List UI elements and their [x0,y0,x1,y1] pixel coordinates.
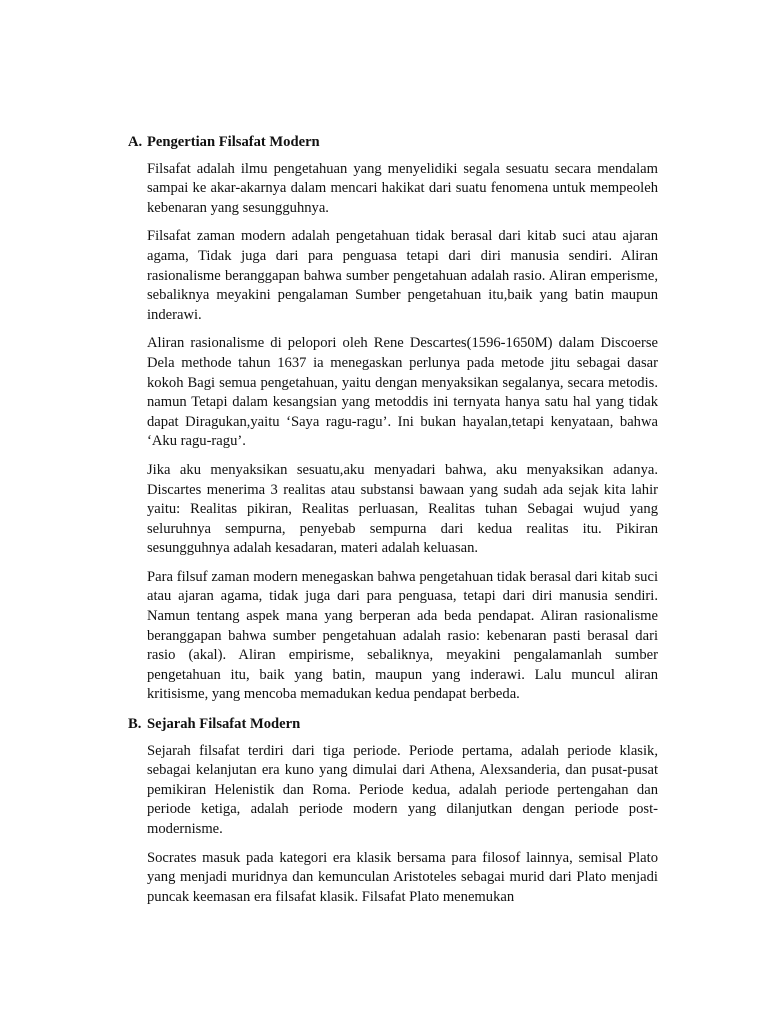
document-content [128,133,658,916]
paragraph: Jika aku menyaksikan sesuatu,aku menyadari bahwa, aku menyaksikan adanya. Discartes menerima 3 realitas atau substansi bawaan yang sudah ada sejak kita lahir yaitu: Realitas pikiran, Realitas perluasan, Realitas tuhan Sebagai wujud yang seluruhnya sempurna, penyebab sempurna dari kedua realitas itu. Pikiran sesungguhnya adalah kesadaran, materi adalah keluasan. [147,461,658,557]
section-heading-a [128,133,658,153]
section-number: B. [128,716,142,733]
section-title: Pengertian Filsafat Modern [147,134,320,150]
paragraph: Para filsuf zaman modern menegaskan bahwa pengetahuan tidak berasal dari kitab suci atau ajaran agama, tidak juga dari para penguasa, tetapi dari diri manusia sendiri. Namun tentang aspek mana yang berperan ada beda pendapat. Aliran rasionalisme beranggapan bahwa sumber pengetahuan adalah rasio: kebenaran pasti berasal dari rasio (akal). Aliran empirisme, sebaliknya, meyakini pengalamanlah sumber pengetahuan itu, baik yang batin, maupun yang inderawi. Lalu muncul aliran kritisisme, yang mencoba memadukan kedua pendapat berbeda. [147,568,658,703]
section-title: Sejarah Filsafat Modern [147,716,301,733]
section-heading-b [128,715,658,735]
section-number: A. [128,134,143,150]
paragraph: Filsafat adalah ilmu pengetahuan yang menyelidiki segala sesuatu secara mendalam sampai ke akar-akarnya dalam mencari hakikat dari suatu fenomena untuk mempeoleh kebenaran yang sesungguhnya. [147,160,658,216]
paragraph: Filsafat zaman modern adalah pengetahuan tidak berasal dari kitab suci atau ajaran agama, Tidak juga dari para penguasa tetapi dari diri manusia sendiri. Aliran rasionalisme beranggapan bahwa sumber pengetahuan adalah rasio. Aliran emperisme, sebaliknya meyakini pengalaman Sumber pengetahuan itu,baik yang batin maupun inderawi. [147,228,658,323]
paragraph: Sejarah filsafat terdiri dari tiga periode. Periode pertama, adalah periode klasik, sebagai kelanjutan era kuno yang dimulai dari Athena, Alexsanderia, dan pusat-pusat pemikiran Helenistik dan Roma. Periode kedua, adalah periode pertengahan dan periode ketiga, adalah periode modern yang dilanjutkan dengan periode post-modernisme. [147,742,658,837]
paragraph: Socrates masuk pada kategori era klasik bersama para filosof lainnya, semisal Plato yang menjadi muridnya dan kemunculan Aristoteles sebagai murid dari Plato menjadi puncak keemasan era filsafat klasik. Filsafat Plato menemukan [147,849,658,905]
paragraph: Aliran rasionalisme di pelopori oleh Rene Descartes(1596-1650M) dalam Discoerse Dela methode tahun 1637 ia menegaskan perlunya pada metode jitu sebagai dasar kokoh Bagi semua pengetahuan, yaitu dengan menyaksikan segalanya, secara metodis. namun Tetapi dalam kesangsian yang metoddis ini ternyata hanya satu hal yang tidak dapat Diragukan,yaitu ‘Saya ragu-ragu’. Ini bukan hayalan,tetapi kenyataan, bahwa ‘Aku ragu-ragu’. [147,335,658,450]
